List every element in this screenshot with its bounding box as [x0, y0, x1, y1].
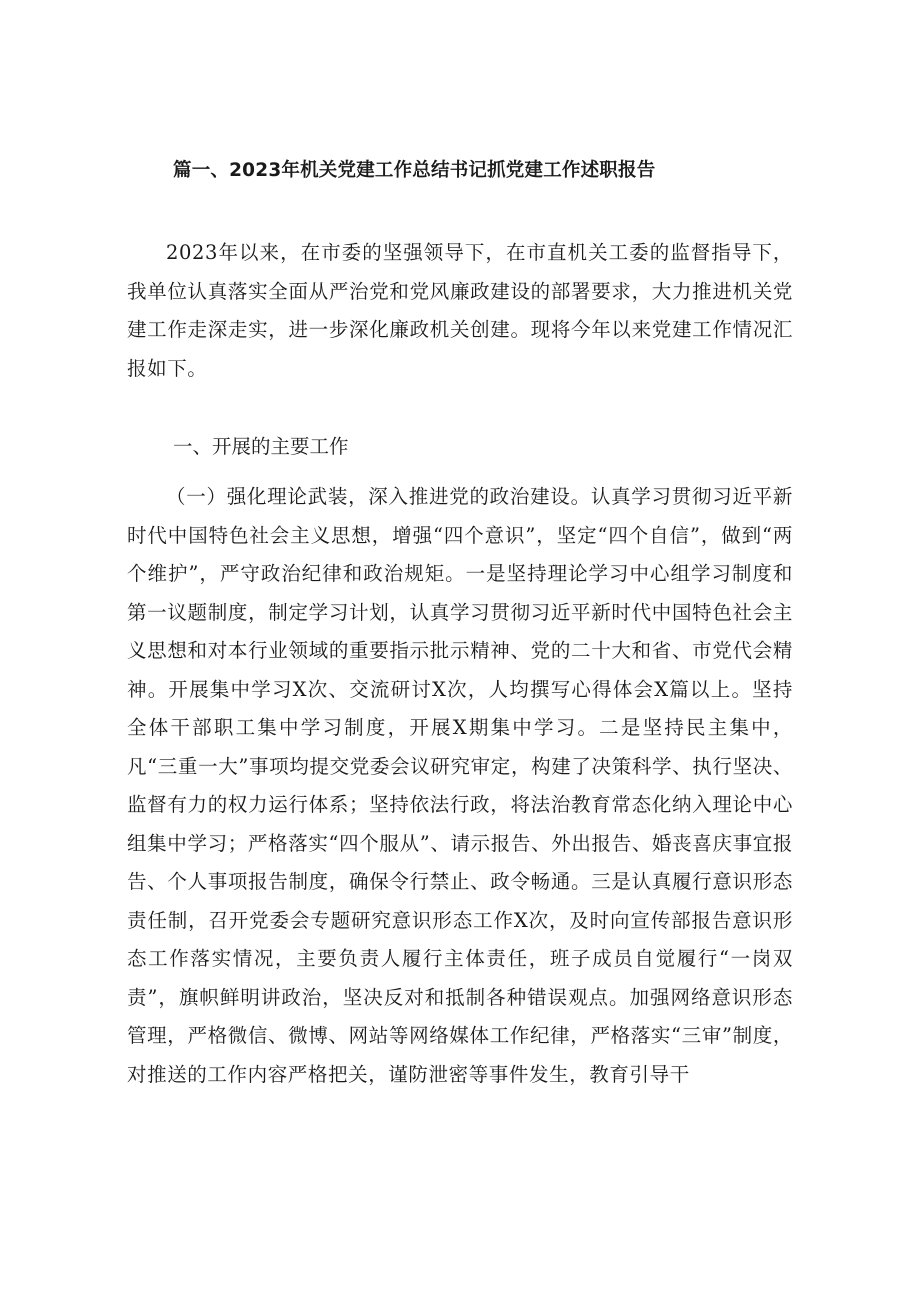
document-title: 篇一、2023年机关党建工作总结书记抓党建工作述职报告	[173, 160, 656, 181]
intro-paragraph: 2023年以来，在市委的坚强领导下，在市直机关工委的监督指导下，我单位认真落实全面从严治党和党风廉政建设的部署要求，大力推进机关党建工作走深走实，进一步深化廉政机关创建。现将今年以来党建工作情况汇报如下。	[127, 241, 793, 380]
section-heading: 一、开展的主要工作	[173, 435, 349, 458]
section-paragraph: （一）强化理论武装，深入推进党的政治建设。认真学习贯彻习近平新时代中国特色社会主义思想，增强“四个意识”，坚定“四个自信”，做到“两个维护”，严守政治纪律和政治规矩。一是坚持理论学习中心组学习制度和第一议题制度，制定学习计划，认真学习贯彻习近平新时代中国特色社会主义思想和对本行业领域的重要指示批示精神、党的二十大和省、市党代会精神。开展集中学习X次、交流研讨X次，人均撰写心得体会X篇以上。坚持全体干部职工集中学习制度，开展X期集中学习。二是坚持民主集中，凡“三重一大”事项均提交党委会议研究审定，构建了决策科学、执行坚决、监督有力的权力运行体系；坚持依法行政，将法治教育常态化纳入理论中心组集中学习；严格落实“四个服从”、请示报告、外出报告、婚丧喜庆事宜报告、个人事项报告制度，确保令行禁止、政令畅通。三是认真履行意识形态责任制，召开党委会专题研究意识形态工作X次，及时向宣传部报告意识形态工作落实情况，主要负责人履行主体责任，班子成员自觉履行“一岗双责”，旗帜鲜明讲政治，坚决反对和抵制各种错误观点。加强网络意识形态管理，严格微信、微博、网站等网络媒体工作纪律，严格落实“三审”制度，对推送的工作内容严格把关，谨防泄密等事件发生，教育引导干	[127, 485, 793, 1086]
